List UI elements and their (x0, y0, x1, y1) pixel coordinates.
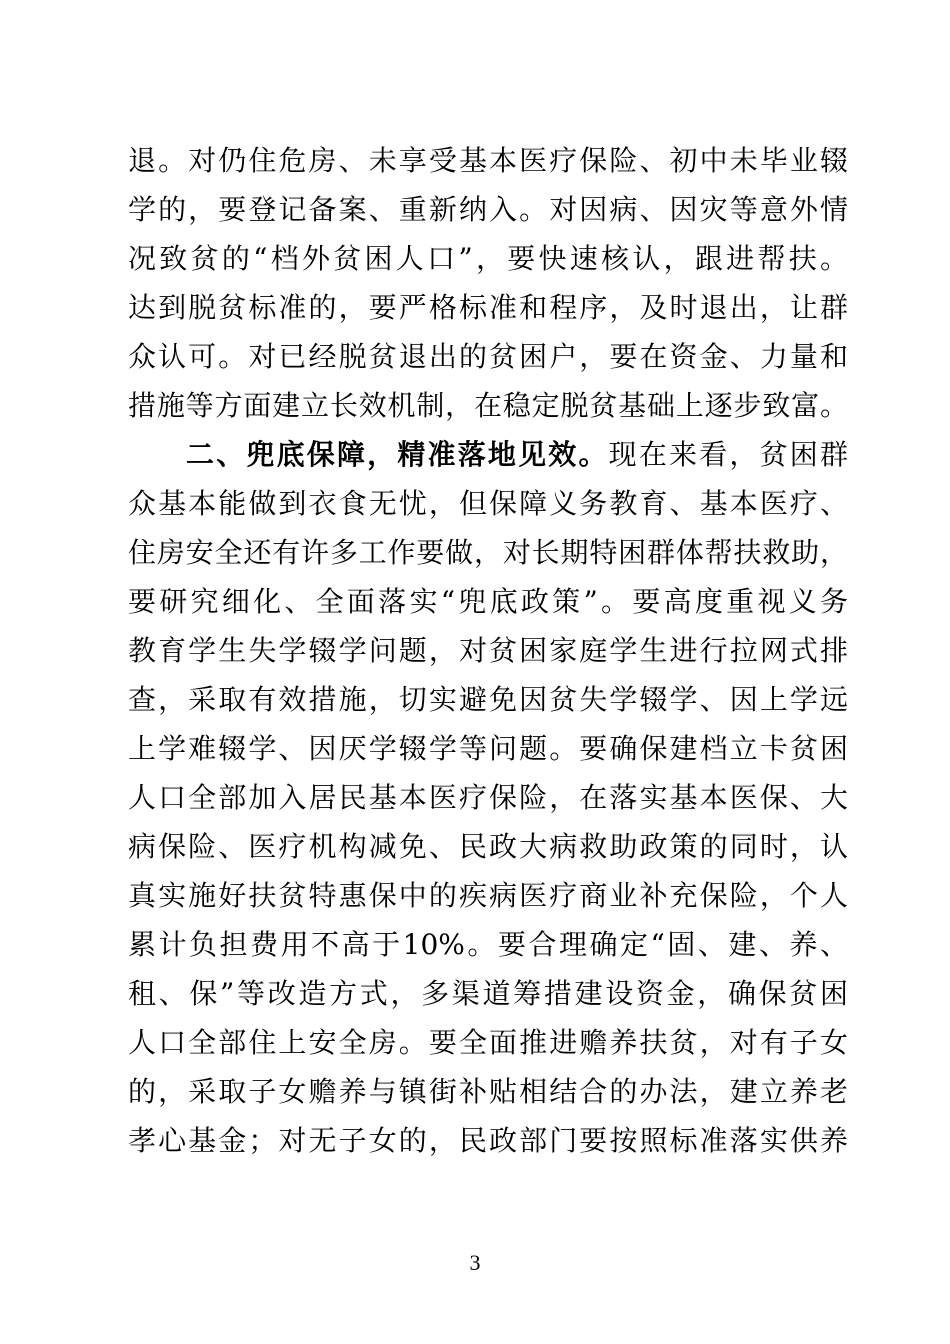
text-line: 住房安全还有许多工作要做，对长期特困群体帮扶救助， (128, 536, 848, 569)
section2-first-line-rest: 现在来看，贫困群 (608, 438, 848, 471)
text-line: 的，采取子女赡养与镇街补贴相结合的办法，建立养老 (128, 1075, 848, 1108)
text-line: 众认可。对已经脱贫退出的贫困户，要在资金、力量和 (128, 340, 848, 373)
text-line: 众基本能做到衣食无忧，但保障义务教育、基本医疗、 (128, 487, 848, 520)
text-line: 达到脱贫标准的，要严格标准和程序，及时退出，让群 (128, 291, 848, 324)
text-line: 况致贫的“档外贫困人口”，要快速核认，跟进帮扶。 (128, 242, 848, 275)
text-line: 学的，要登记备案、重新纳入。对因病、因灾等意外情 (128, 193, 848, 226)
section2-heading: 二、兜底保障，精准落地见效。 (186, 438, 609, 471)
text-line: 要研究细化、全面落实“兜底政策”。要高度重视义务 (128, 585, 848, 618)
section2-first-line (128, 430, 848, 479)
text-line: 退。对仍住危房、未享受基本医疗保险、初中未毕业辍 (128, 144, 848, 177)
text-line: 措施等方面建立长效机制，在稳定脱贫基础上逐步致富。 (128, 389, 848, 422)
text-line: 查，采取有效措施，切实避免因贫失学辍学、因上学远 (128, 683, 848, 716)
text-line: 教育学生失学辍学问题，对贫困家庭学生进行拉网式排 (128, 634, 848, 667)
text-line: 孝心基金；对无子女的，民政部门要按照标准落实供养 (128, 1124, 848, 1157)
page-number: 3 (469, 1250, 481, 1275)
text-line: 上学难辍学、因厌学辍学等问题。要确保建档立卡贫困 (128, 732, 848, 765)
body-text (128, 136, 848, 1165)
text-line: 病保险、医疗机构减免、民政大病救助政策的同时，认 (128, 830, 848, 863)
text-line: 人口全部加入居民基本医疗保险，在落实基本医保、大 (128, 781, 848, 814)
text-line: 租、保”等改造方式，多渠道筹措建设资金，确保贫困 (128, 977, 848, 1010)
text-line: 累计负担费用不高于10%。要合理确定“固、建、养、 (128, 928, 848, 961)
text-line: 人口全部住上安全房。要全面推进赡养扶贫，对有子女 (128, 1026, 848, 1059)
text-line: 真实施好扶贫特惠保中的疾病医疗商业补充保险，个人 (128, 879, 848, 912)
